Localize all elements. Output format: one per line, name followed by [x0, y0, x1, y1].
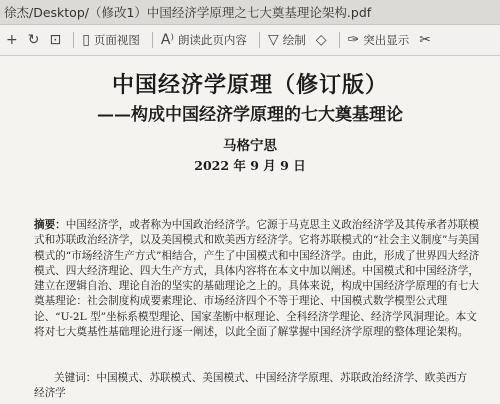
page-view-button[interactable]	[82, 32, 140, 48]
keywords-text: 中国模式、苏联模式、美国模式、中国经济学原理、苏联政治经济学、欧美西方经济学	[34, 372, 468, 400]
cut-icon: ✂	[419, 32, 431, 48]
pdf-toolbar	[0, 25, 500, 56]
plus-icon: +	[6, 32, 18, 48]
abstract-text: 中国经济学，或者称为中国政治经济学。它源于马克思主义政治经济学及其传承者苏联模式和苏联政治经济学，以及美国模式和欧美西方经济学。它将苏联模式的“社会主义制度”与美国模式的“市场经济生产方式”相结合，产生了中国模式和中国经济学。由此，形成了世界四大经济模式、四大经济理论、四大生产方式，具体内容将在本文中加以阐述。中国模式和中国经济学，建立在逻辑自治、理论自治的坚实的基础理论之上的。具体来说，构成中国经济学原理的有七大奠基理论：社会制度构成要素理论、市场经济四个不等于理论、中国模式数学模型公式理论、“U-2L 型”坐标系模型理论、国家垄断中枢理论、全科经济学理论、经济学风洞理论。本文将对七大奠基性基础理论进行逐一阐述，以此全面了解掌握中国经济学原理的整体理论架构。	[34, 219, 480, 339]
zoom-in-button[interactable]	[6, 33, 18, 47]
read-aloud-label: 朗读此页内容	[177, 33, 247, 47]
document-date: 2022 年 9 月 9 日	[194, 158, 306, 173]
pdf-page	[0, 56, 500, 404]
fit-page-button[interactable]	[49, 33, 61, 47]
highlight-icon: ✑	[347, 32, 360, 48]
read-aloud-button[interactable]	[161, 32, 247, 48]
rotate-button[interactable]	[28, 33, 40, 47]
draw-button[interactable]	[268, 32, 306, 48]
toolbar-divider	[152, 32, 153, 48]
keywords-paragraph	[34, 371, 474, 402]
document-title: 中国经济学原理（修订版）	[111, 72, 388, 98]
draw-label: 绘制	[282, 33, 306, 47]
eraser-icon: ◇	[315, 32, 327, 48]
keywords-label: 关键词：	[54, 372, 97, 384]
abstract-label: 摘要：	[34, 219, 66, 231]
window-title: 徐杰/Desktop/（修改1）中国经济学原理之七大奠基理论架构.pdf	[4, 5, 372, 20]
toolbar-divider	[73, 32, 74, 48]
page-view-label: 页面视图	[93, 33, 140, 47]
toolbar-divider	[339, 32, 340, 48]
read-aloud-icon: A⁾	[160, 32, 174, 48]
highlight-label: 突出显示	[363, 33, 410, 47]
fit-page-icon: ⊡	[49, 32, 62, 48]
highlight-button[interactable]	[348, 32, 410, 48]
document-subtitle: ——构成中国经济学原理的七大奠基理论	[97, 105, 403, 125]
rotate-icon: ↻	[27, 32, 40, 48]
eraser-button[interactable]	[316, 33, 327, 47]
abstract-paragraph	[34, 218, 486, 340]
draw-icon: ▽	[267, 32, 279, 48]
page-view-icon: ▯	[82, 32, 90, 48]
toolbar-divider	[259, 32, 260, 48]
cut-button[interactable]	[419, 33, 431, 47]
document-author: 马格宁思	[223, 138, 277, 154]
title-bar	[0, 0, 500, 25]
